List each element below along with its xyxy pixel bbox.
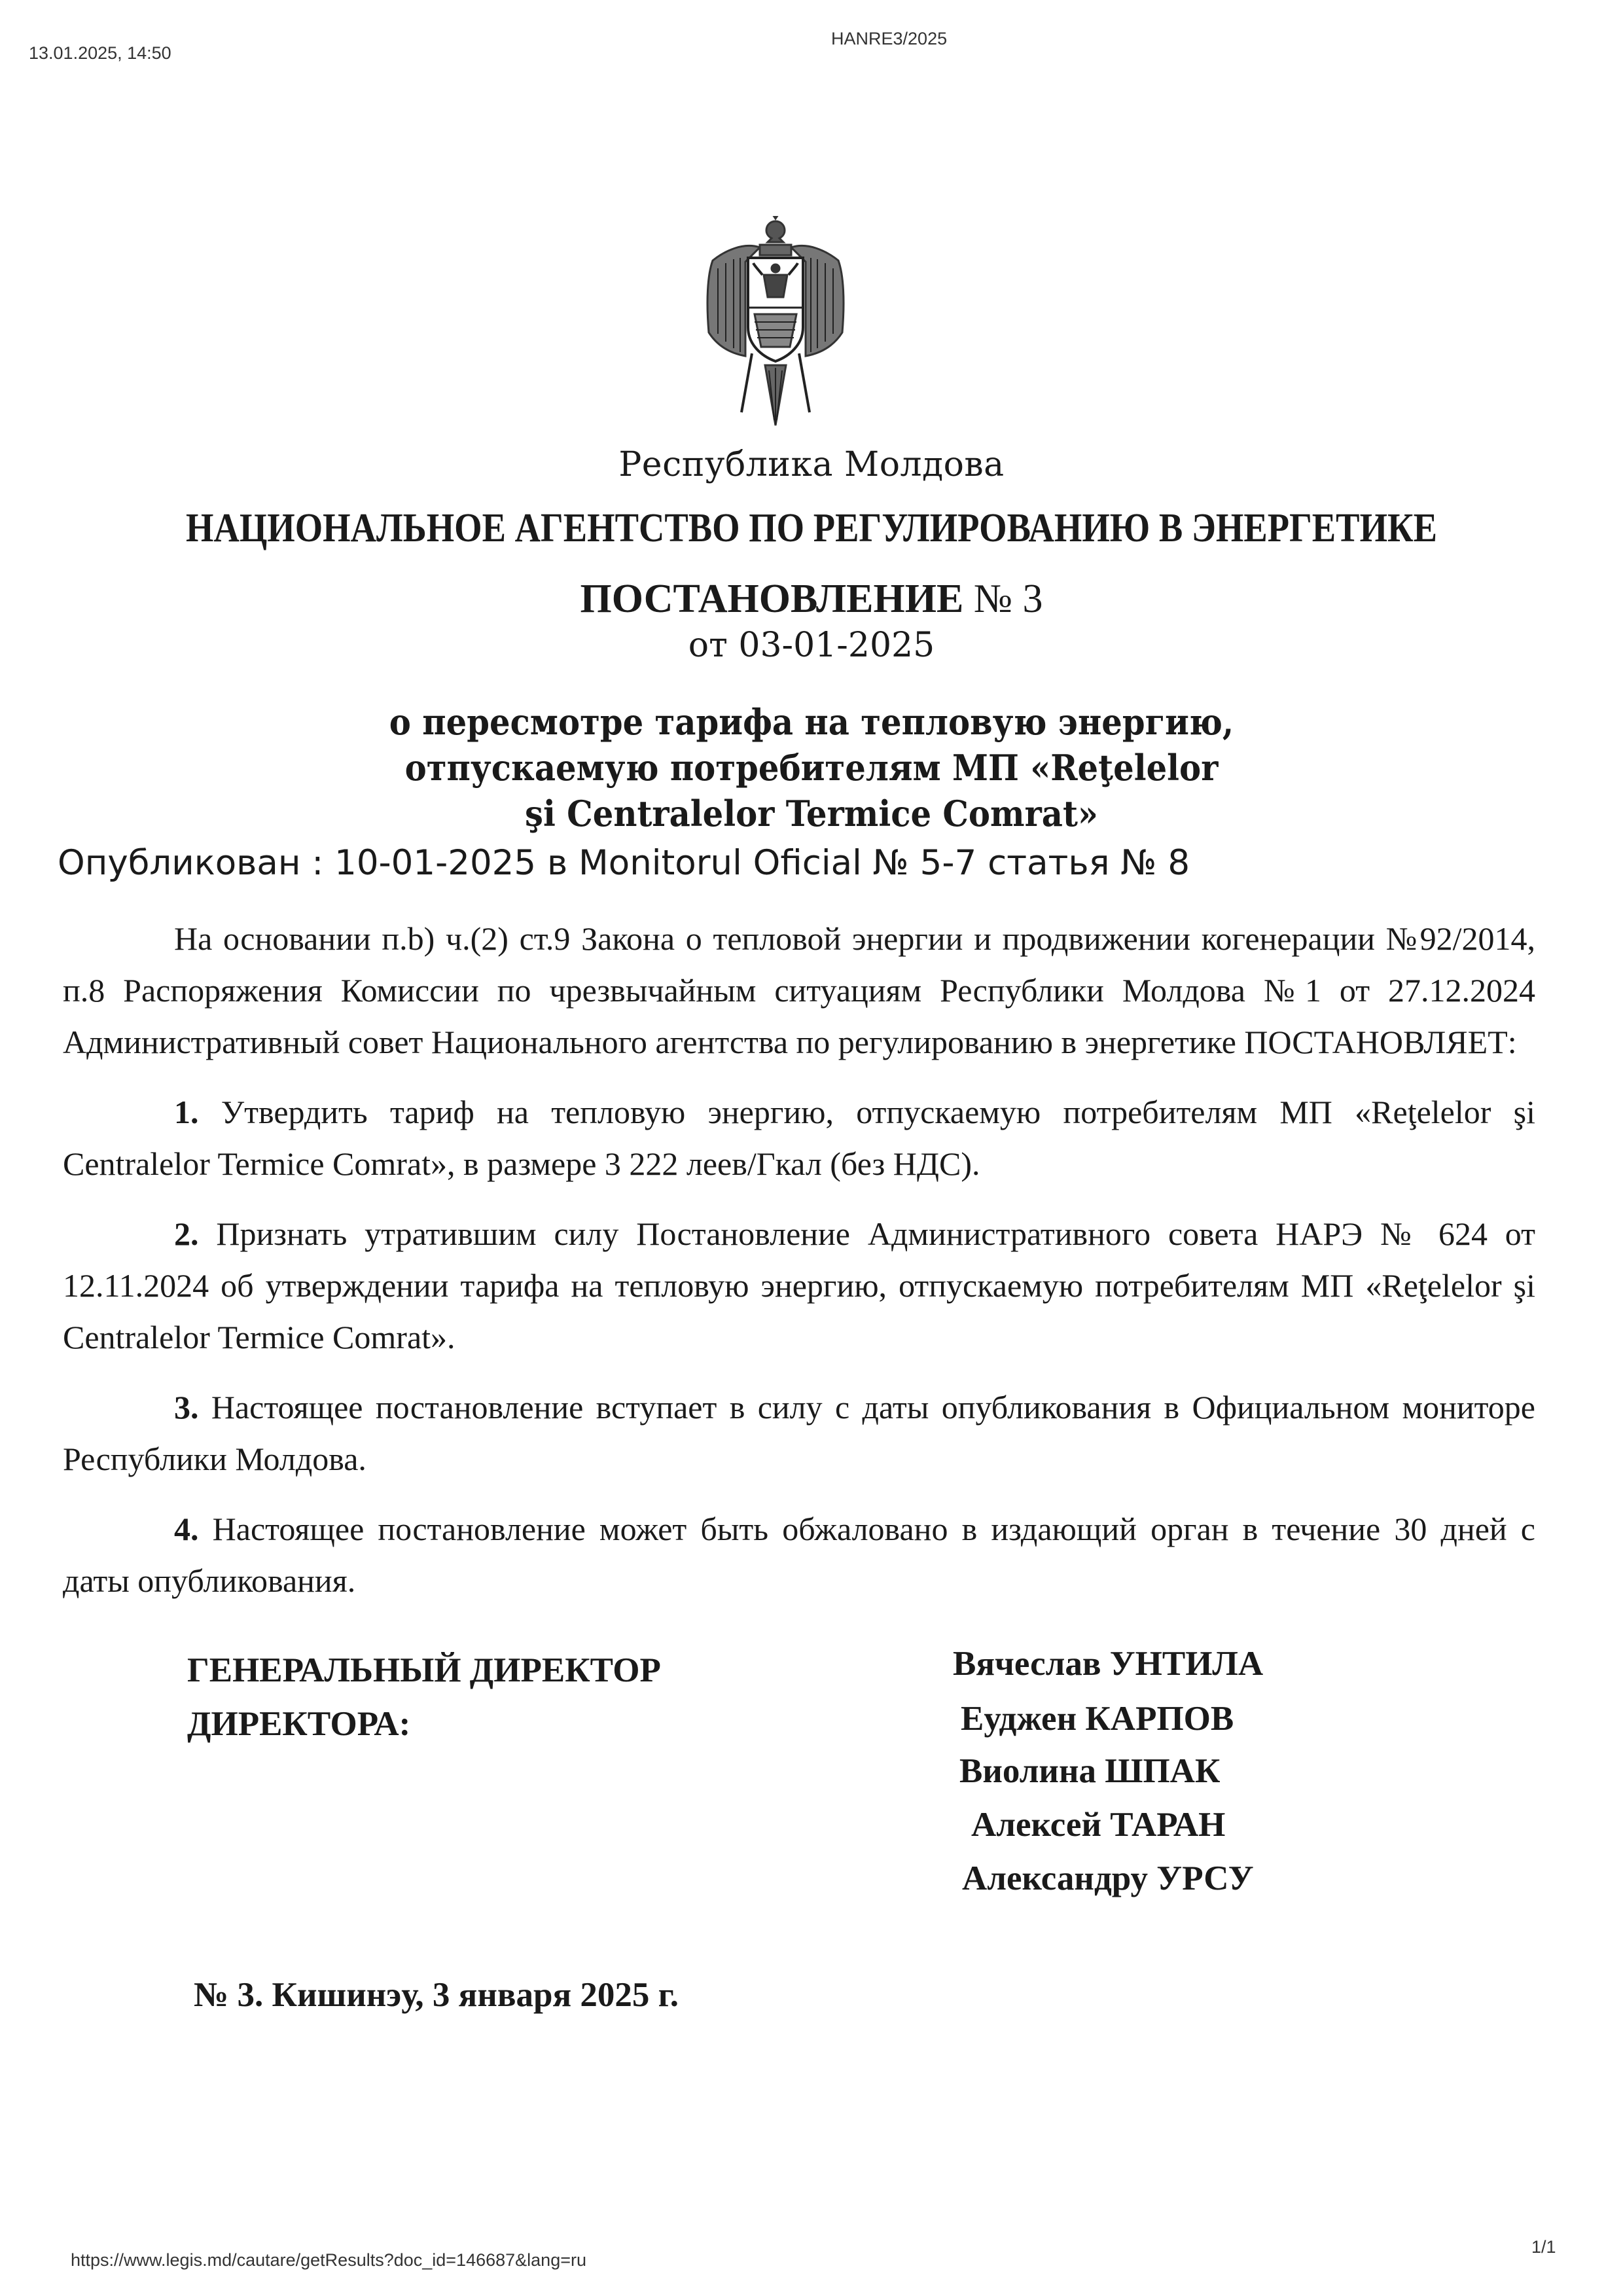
header-agency: НАЦИОНАЛЬНОЕ АГЕНТСТВО ПО РЕГУЛИРОВАНИЮ В ЭНЕРГЕТИКЕ [186, 506, 1437, 550]
item-text: Настоящее постановление вступает в силу с даты опубликования в Официальном мониторе Республики Молдова. [63, 1389, 1535, 1477]
body-item-1 [63, 1086, 1535, 1190]
body-item-2 [63, 1208, 1535, 1363]
signatory-name: Еуджен КАРПОВ [961, 1700, 1234, 1738]
subject-line-1: о пересмотре тарифа на тепловую энергию, [389, 701, 1234, 743]
print-source-url: https://www.legis.md/cautare/getResults?doc_id=146687&lang=ru [71, 2250, 586, 2270]
publication-info: Опубликован : 10-01-2025 в Monitorul Oficial № 5-7 статья № 8 [58, 843, 1190, 883]
item-number: 4. [174, 1511, 199, 1547]
body-item-4 [63, 1503, 1535, 1607]
header-doc-date: от 03-01-2025 [688, 626, 935, 665]
item-number: 1. [174, 1094, 199, 1130]
print-page-number: 1/1 [1531, 2237, 1556, 2257]
signatory-name: Алексей ТАРАН [971, 1806, 1226, 1844]
doc-title-word: ПОСТАНОВЛЕНИЕ [580, 577, 964, 621]
item-number: 3. [174, 1389, 199, 1426]
header-country: Республика Молдова [618, 445, 1005, 484]
document-body [63, 913, 1535, 1625]
doc-title-number: № 3 [973, 577, 1043, 621]
header-doc-title [0, 576, 1623, 622]
signatory-name: Александру УРСУ [962, 1859, 1254, 1897]
print-datetime: 13.01.2025, 14:50 [29, 43, 171, 63]
subject-line-3: şi Centralelor Termice Comrat» [525, 793, 1098, 834]
item-text: Утвердить тариф на тепловую энергию, отпускаемую потребителям МП «Reţelelor şi Centralelor Termice Comrat», в размере 3 222 леев/Гкал (без НДС). [63, 1094, 1535, 1182]
signature-title-directors: ДИРЕКТОРА: [187, 1705, 411, 1743]
item-text: Признать утратившим силу Постановление Административного совета НАРЭ № 624 от 12.11.2024 об утверждении тарифа на тепловую энергию, отпускаемую потребителям МП «Reţelelor şi Centralelor Termice Comrat». [63, 1215, 1535, 1355]
print-doc-code: HANRE3/2025 [831, 29, 948, 48]
body-item-3 [63, 1382, 1535, 1485]
item-text: Настоящее постановление может быть обжаловано в издающий орган в течение 30 дней с даты опубликования. [63, 1511, 1535, 1599]
preamble: На основании п.b) ч.(2) ст.9 Закона о тепловой энергии и продвижении когенерации №92/2014, п.8 Распоряжения Комиссии по чрезвычайным ситуациям Республики Молдова №1 от 27.12.2024 Административный совет Национального агентства по регулированию в энергетике ПОСТАНОВЛЯЕТ: [63, 920, 1535, 1060]
subject-line-2: отпускаемую потребителям МП «Reţelelor [404, 747, 1219, 789]
signature-title-general-director: ГЕНЕРАЛЬНЫЙ ДИРЕКТОР [187, 1651, 661, 1689]
item-number: 2. [174, 1215, 199, 1252]
document-place-date: № 3. Кишинэу, 3 января 2025 г. [194, 1976, 679, 2014]
signatory-name: Вячеслав УНТИЛА [953, 1645, 1264, 1683]
document-subject [65, 699, 1558, 836]
coat-of-arms-of-moldova-icon [692, 216, 859, 431]
signatory-name: Виолина ШПАК [959, 1752, 1221, 1790]
